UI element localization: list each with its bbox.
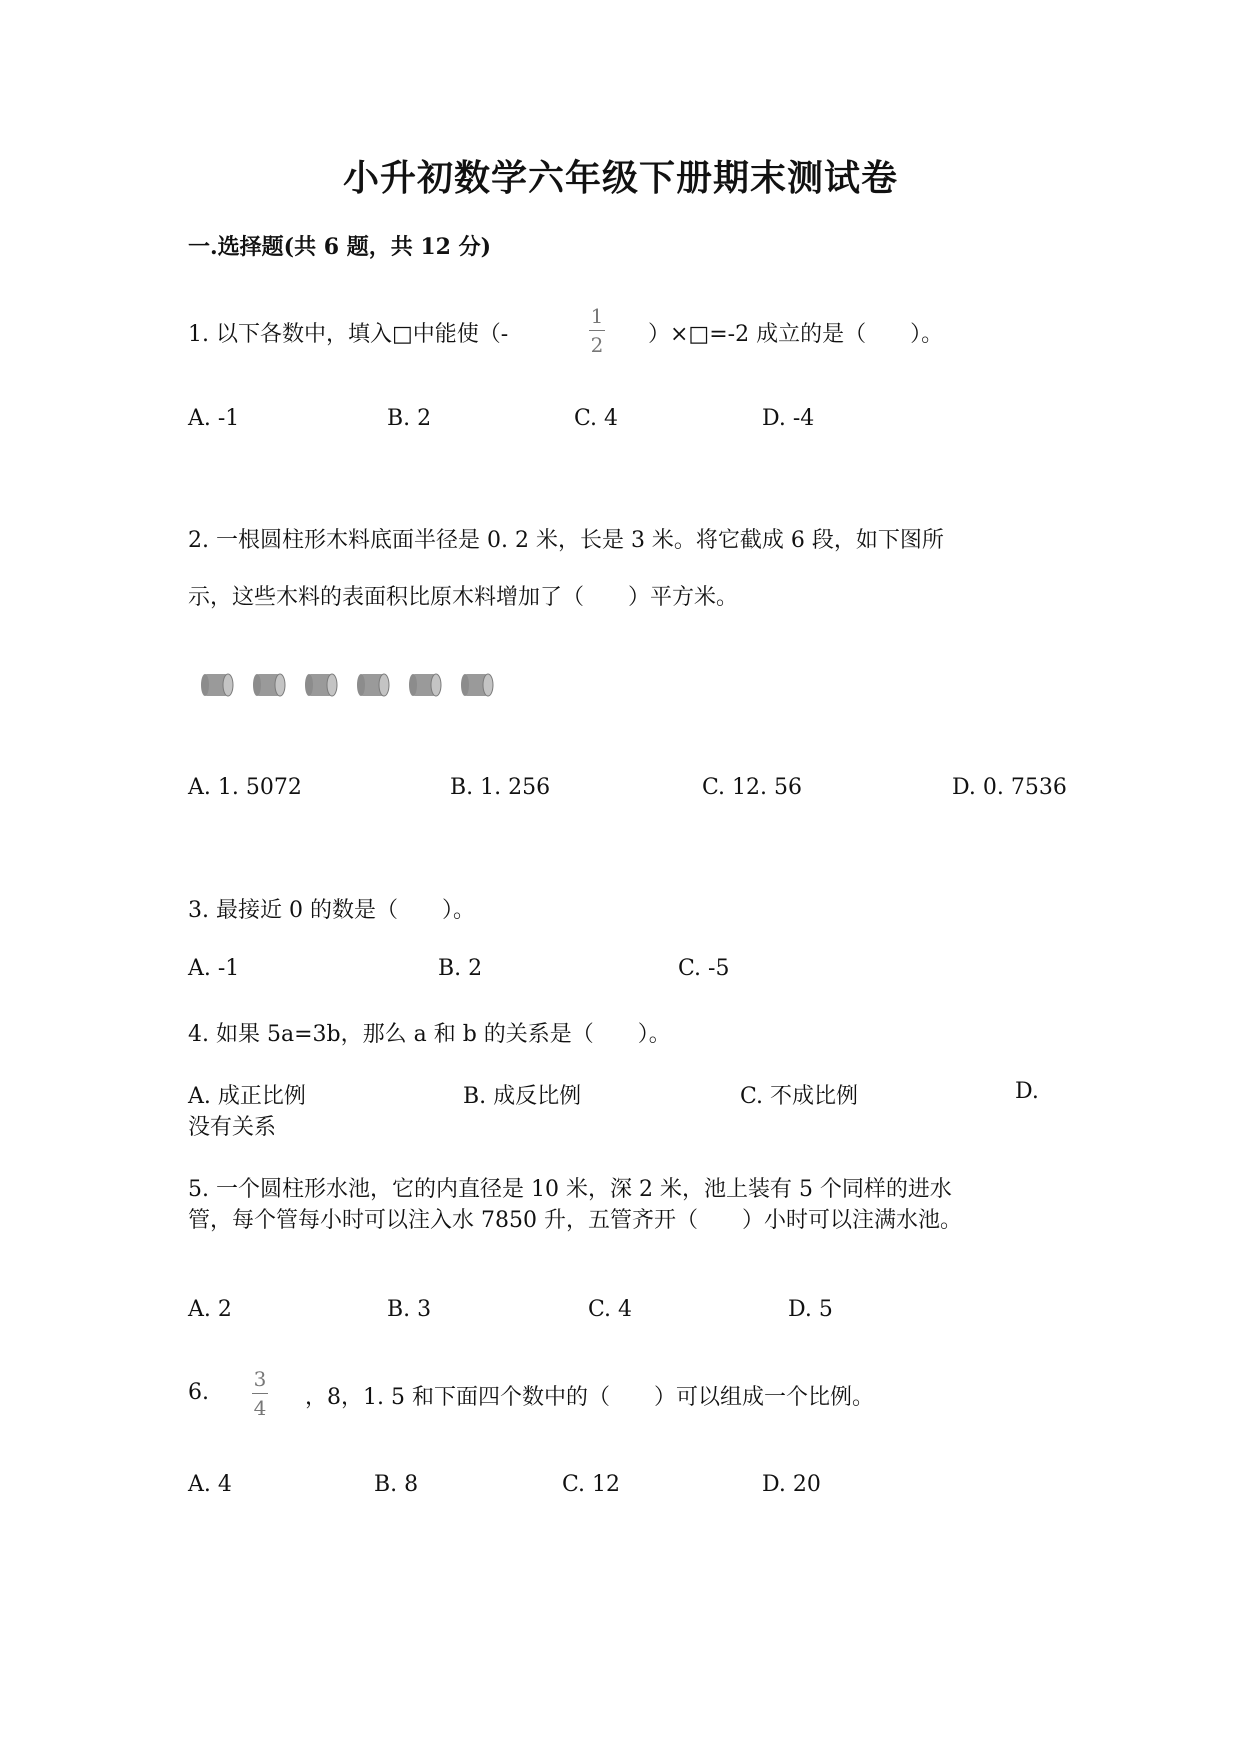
cylinder-piece-icon xyxy=(408,672,442,698)
q1-option-c[interactable]: C. 4 xyxy=(574,406,619,431)
q2-option-a[interactable]: A. 1. 5072 xyxy=(188,775,302,800)
q4-option-d-text[interactable]: 没有关系 xyxy=(188,1115,277,1140)
q2-stem-line2: 示，这些木料的表面积比原木料增加了（ ）平方米。 xyxy=(188,585,739,610)
q1-fraction-bar xyxy=(589,330,605,331)
q2-figure-cylinders xyxy=(200,672,512,698)
cylinder-piece-icon xyxy=(200,672,234,698)
q5-option-b[interactable]: B. 3 xyxy=(387,1297,432,1322)
q3-option-b[interactable]: B. 2 xyxy=(438,956,483,981)
q1-stem-after: ）×□=-2 成立的是（ ）。 xyxy=(648,322,944,347)
q4-option-b[interactable]: B. 成反比例 xyxy=(463,1084,582,1109)
q2-option-b[interactable]: B. 1. 256 xyxy=(450,775,551,800)
q6-stem-after: ，8，1. 5 和下面四个数中的（ ）可以组成一个比例。 xyxy=(305,1385,874,1410)
q3-option-c[interactable]: C. -5 xyxy=(678,956,730,981)
q6-option-b[interactable]: B. 8 xyxy=(374,1472,419,1497)
q4-option-c[interactable]: C. 不成比例 xyxy=(740,1084,859,1109)
q5-stem-line1: 5. 一个圆柱形水池，它的内直径是 10 米，深 2 米，池上装有 5 个同样的进水 xyxy=(188,1177,952,1202)
q2-stem-line1: 2. 一根圆柱形木料底面半径是 0. 2 米，长是 3 米。将它截成 6 段，如下图所 xyxy=(188,528,944,553)
cylinder-piece-icon xyxy=(356,672,390,698)
q6-fraction xyxy=(252,1367,268,1420)
q1-fraction-denominator: 2 xyxy=(590,333,604,357)
q6-option-d[interactable]: D. 20 xyxy=(762,1472,821,1497)
cylinder-piece-icon xyxy=(460,672,494,698)
q4-option-a[interactable]: A. 成正比例 xyxy=(188,1084,306,1109)
cylinder-piece-icon xyxy=(252,672,286,698)
q1-fraction xyxy=(589,304,605,357)
q5-option-a[interactable]: A. 2 xyxy=(188,1297,232,1322)
q6-number: 6. xyxy=(188,1380,209,1405)
q1-fraction-numerator: 1 xyxy=(590,304,604,328)
section-heading: 一.选择题(共 6 题，共 12 分) xyxy=(188,234,492,260)
q2-option-d[interactable]: D. 0. 7536 xyxy=(952,775,1067,800)
q4-option-d[interactable]: D. xyxy=(1015,1079,1039,1104)
q5-option-c[interactable]: C. 4 xyxy=(588,1297,633,1322)
q3-option-a[interactable]: A. -1 xyxy=(188,956,240,981)
q5-option-d[interactable]: D. 5 xyxy=(788,1297,833,1322)
q1-option-a[interactable]: A. -1 xyxy=(188,406,240,431)
q6-fraction-numerator: 3 xyxy=(253,1367,267,1391)
q5-stem-line2: 管，每个管每小时可以注入水 7850 升，五管齐开（ ）小时可以注满水池。 xyxy=(188,1208,962,1233)
q3-stem: 3. 最接近 0 的数是（ ）。 xyxy=(188,898,475,923)
q1-option-d[interactable]: D. -4 xyxy=(762,406,815,431)
q4-stem: 4. 如果 5a=3b，那么 a 和 b 的关系是（ ）。 xyxy=(188,1022,671,1047)
q6-option-a[interactable]: A. 4 xyxy=(188,1472,232,1497)
q6-option-c[interactable]: C. 12 xyxy=(562,1472,621,1497)
q1-option-b[interactable]: B. 2 xyxy=(387,406,432,431)
q6-fraction-bar xyxy=(252,1393,268,1394)
q6-fraction-denominator: 4 xyxy=(253,1396,267,1420)
cylinder-piece-icon xyxy=(304,672,338,698)
page-title: 小升初数学六年级下册期末测试卷 xyxy=(342,157,898,199)
q2-option-c[interactable]: C. 12. 56 xyxy=(702,775,803,800)
q1-stem-before: 1. 以下各数中，填入□中能使（- xyxy=(188,322,509,347)
